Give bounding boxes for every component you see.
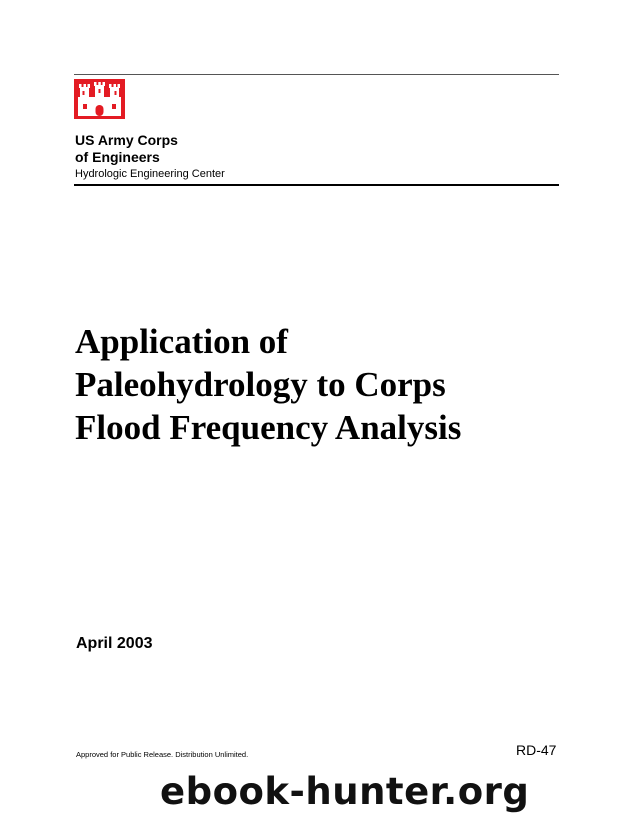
top-rule [74, 74, 559, 75]
title-line1: Application of [75, 322, 288, 361]
document-number: RD-47 [516, 742, 557, 758]
document-title [75, 320, 595, 449]
org-name-line1: US Army Corps [75, 132, 178, 148]
org-name-line2: of Engineers [75, 149, 160, 165]
org-subdivision: Hydrologic Engineering Center [75, 168, 225, 180]
title-line2: Paleohydrology to Corps [75, 365, 446, 404]
watermark-text: ebook-hunter.org [160, 770, 530, 813]
organization-block [75, 132, 225, 181]
publication-date: April 2003 [76, 635, 153, 652]
release-statement: Approved for Public Release. Distribution Unlimited. [76, 750, 249, 759]
title-line3: Flood Frequency Analysis [75, 408, 462, 447]
castle-logo-icon [74, 79, 125, 119]
header-rule [74, 184, 559, 186]
